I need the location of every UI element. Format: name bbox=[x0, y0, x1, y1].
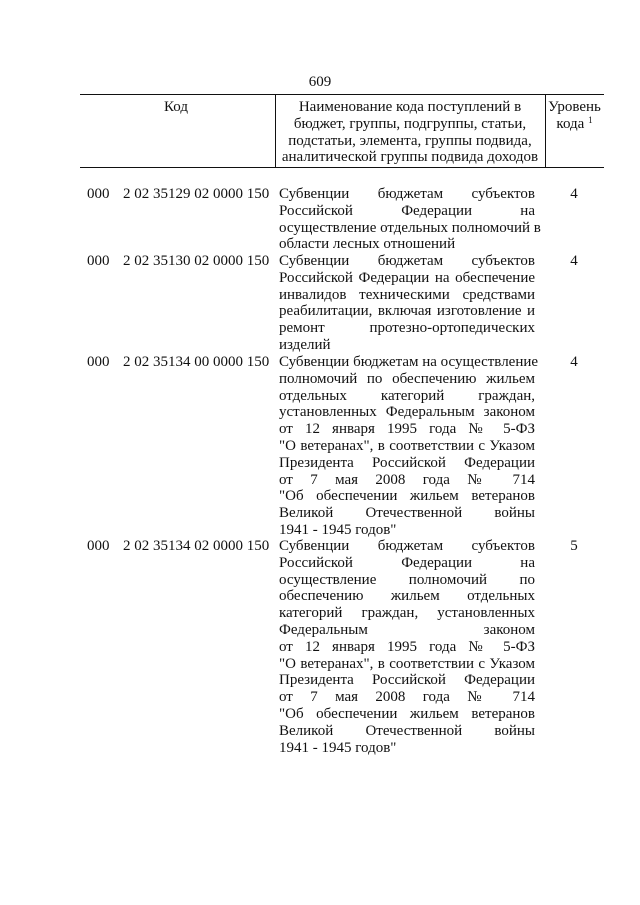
description-line: инвалидов техническими средствами bbox=[279, 286, 535, 303]
budget-code: 2 02 35134 02 0000 150 bbox=[123, 538, 270, 554]
header-level bbox=[545, 99, 604, 133]
description-line: 1941 - 1945 годов" bbox=[279, 739, 397, 756]
admin-code: 000 bbox=[87, 186, 110, 202]
admin-code: 000 bbox=[87, 538, 110, 554]
description-line: Великой Отечественной войны bbox=[279, 505, 535, 522]
description-line: Российской Федерации на обеспечение bbox=[279, 269, 535, 286]
description-line: отдельных категорий граждан, bbox=[279, 387, 535, 404]
code-level: 4 bbox=[570, 354, 578, 370]
description-line: категорий граждан, установленных bbox=[279, 605, 535, 622]
header-name bbox=[275, 99, 545, 166]
description-line: Президента Российской Федерации bbox=[279, 672, 535, 689]
description-line: от 12 января 1995 года № 5-ФЗ bbox=[279, 638, 535, 655]
description-line: "Об обеспечении жильем ветеранов bbox=[279, 705, 535, 722]
code-description bbox=[279, 538, 535, 756]
code-description bbox=[279, 354, 539, 539]
code-description bbox=[279, 253, 535, 354]
description-line: "О ветеранах", в соответствии с Указом bbox=[279, 655, 535, 672]
description-line: от 7 мая 2008 года № 714 bbox=[279, 471, 535, 488]
page-number: 609 bbox=[308, 74, 332, 90]
description-line: Субвенции бюджетам субъектов bbox=[279, 253, 535, 269]
description-line: "О ветеранах", в соответствии с Указом bbox=[279, 437, 535, 454]
code-level: 4 bbox=[570, 253, 578, 269]
header-name-line: подстатьи, элемента, группы подвида, bbox=[288, 132, 532, 149]
description-line: от 12 января 1995 года № 5-ФЗ bbox=[279, 421, 535, 438]
description-line: ремонт протезно-ортопедических bbox=[279, 320, 535, 337]
budget-code: 2 02 35129 02 0000 150 bbox=[123, 186, 270, 202]
header-code: Код bbox=[164, 99, 188, 115]
description-line: Субвенции бюджетам субъектов bbox=[279, 186, 535, 202]
description-line: Президента Российской Федерации bbox=[279, 454, 535, 471]
description-line: Российской Федерации на bbox=[279, 554, 535, 571]
footnote-marker: 1 bbox=[588, 114, 593, 125]
description-line: "Об обеспечении жильем ветеранов bbox=[279, 488, 535, 505]
description-line: Великой Отечественной войны bbox=[279, 722, 535, 739]
description-line: Федеральным законом bbox=[279, 621, 535, 638]
table-header bbox=[80, 94, 604, 168]
description-line: Субвенции бюджетам субъектов bbox=[279, 538, 535, 554]
header-level-text: кода bbox=[556, 115, 585, 132]
code-description bbox=[279, 186, 541, 253]
description-line: реабилитации, включая изготовление и bbox=[279, 303, 535, 320]
description-line: полномочий по обеспечению жильем bbox=[279, 370, 535, 387]
code-level: 5 bbox=[570, 538, 578, 554]
code-level: 4 bbox=[570, 186, 578, 202]
description-line: изделий bbox=[279, 336, 331, 353]
budget-code: 2 02 35130 02 0000 150 bbox=[123, 253, 270, 269]
header-level-line: Уровень bbox=[548, 99, 601, 115]
description-line: области лесных отношений bbox=[279, 236, 456, 253]
description-line: установленных Федеральным законом bbox=[279, 404, 535, 421]
admin-code: 000 bbox=[87, 354, 110, 370]
header-level-line bbox=[545, 116, 604, 133]
description-line: обеспечению жильем отдельных bbox=[279, 588, 535, 605]
budget-code: 2 02 35134 00 0000 150 bbox=[123, 354, 270, 370]
header-name-line: аналитической группы подвида доходов bbox=[281, 149, 539, 166]
description-line: от 7 мая 2008 года № 714 bbox=[279, 689, 535, 706]
admin-code: 000 bbox=[87, 253, 110, 269]
description-line: осуществление полномочий по bbox=[279, 571, 535, 588]
description-line: осуществление отдельных полномочий в bbox=[279, 219, 541, 236]
description-line: Российской Федерации на bbox=[279, 202, 535, 219]
header-name-line: бюджет, группы, подгруппы, статьи, bbox=[293, 115, 527, 132]
description-line: 1941 - 1945 годов" bbox=[279, 521, 397, 538]
description-line: Субвенции бюджетам на осуществление bbox=[279, 354, 539, 370]
header-name-line: Наименование кода поступлений в bbox=[298, 99, 522, 115]
